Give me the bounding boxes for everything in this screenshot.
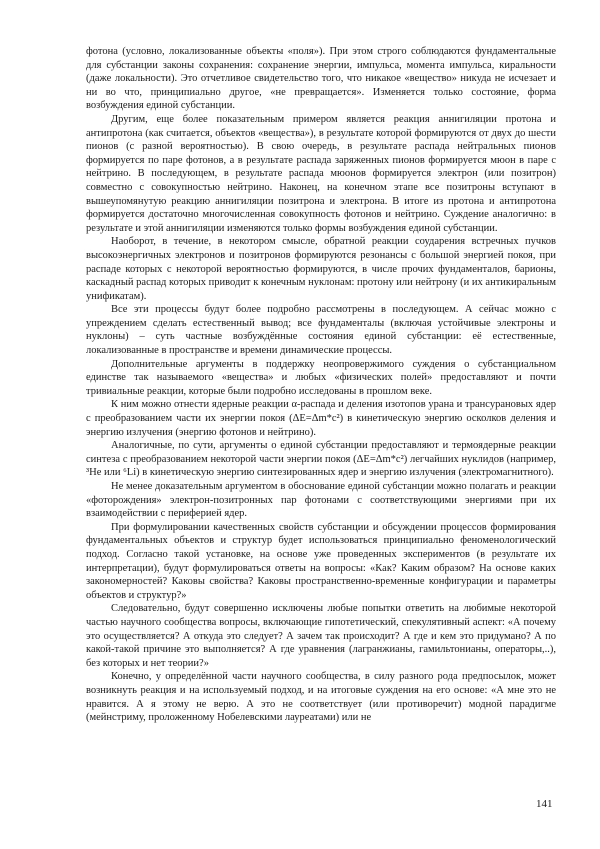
paragraph: фотона (условно, локализованные объекты «поля»). При этом строго соблюдаются фундаментальные для субстанции законы сохранения: сохранение энергии, импульса, момента импульса, киральности (даже локальности). Это отчетливое свидетельство того, что никакое «вещество» никуда не исчезает и ни во что, принципиально другое, «не превращается». Изменяется только состояние, форма возбуждения единой субстанции. (86, 46, 556, 112)
paragraph: При формулировании качественных свойств субстанции и обсуждении процессов формирования фундаментальных объектов и структур будет использоваться принципиально феноменологический подход. Согласно такой установке, на основе уже проведенных экспериментов (в результате их интерпретации), будут формулироваться ответы на вопросы: «Как? Каким образом? На основе каких закономерностей? Каковы свойства? Каковы пространственно-временные конфигурации и параметры объектов и структур?» (86, 521, 556, 601)
paragraph: Наоборот, в течение, в некотором смысле, обратной реакции соударения встречных пучков высокоэнергичных электронов и позитронов формируются резонансы с большой энергией покоя, при распаде которых с некоторой вероятностью формируются, в числе прочих фундаменталов, барионы, каскадный распад которых приводит к конечным нуклонам: протону или нейтрону (и их антикиральным унификатам). (86, 236, 556, 302)
paragraph: К ним можно отнести ядерные реакции α-распада и деления изотопов урана и трансурановых ядер с преобразованием части их энергии покоя (ΔE=Δm*c²) в кинетическую энергию осколков деления и энергию излучения (энергию фотонов и нейтрино). (86, 399, 556, 438)
page-number: 141 (536, 798, 553, 810)
paragraph: Все эти процессы будут более подробно рассмотрены в последующем. А сейчас можно с упреждением сделать естественный вывод; все фундаменталы (включая устойчивые электроны и нуклоны) – суть частные возбуждённые состояния единой субстанции: её естественные, локализованные в пространстве и времени динамические процессы. (86, 304, 556, 357)
paragraph: Аналогичные, по сути, аргументы о единой субстанции предоставляют и термоядерные реакции синтеза с преобразованием некоторой части энергии покоя (ΔE=Δm*c²) легчайших нуклидов (например, ³He или ⁶Li) в кинетическую энергию синтезированных ядер и энергию излучения (электромагнитного). (86, 440, 556, 479)
paragraph: Дополнительные аргументы в поддержку неопровержимого суждения о субстанциальном единстве так называемого «вещества» и любых «физических полей» предоставляют и почти тривиальные реакции, которые были подробно исследованы в прошлом веке. (86, 358, 556, 397)
body-text (86, 45, 556, 725)
paragraph: Другим, еще более показательным примером является реакция аннигиляции протона и антипротона (как считается, объектов «вещества»), в результате которой формируются от двух до шести пионов (с разной вероятностью). В свою очередь, в результате распада нейтральных пионов формируется по паре фотонов, а в результате распада заряженных пионов формируется мюон в паре с нейтрино. В последующем, в результате распада мюонов формируется электрон (или позитрон) совместно с совокупностью нейтрино. Наконец, на конечном этапе все позитроны вступают в вышеупомянутую реакцию аннигиляции позитрона и электрона. В итоге из протона и антипротона формируется достаточно многочисленная совокупность фотонов и нейтрино. Суждение аналогично: в результате и этой аннигиляции изменяются только формы возбуждения единой субстанции. (86, 113, 556, 234)
paragraph: Конечно, у определённой части научного сообщества, в силу разного рода предпосылок, может возникнуть реакция и на используемый подход, и на итоговые суждения на его основе: «А мне это не нравится. А я этому не верю. А это не соответствует (или противоречит) модной парадигме (мейнстриму, проложенному Нобелевскими лауреатами) или не (86, 671, 556, 724)
paragraph: Следовательно, будут совершенно исключены любые попытки ответить на любимые некоторой частью научного сообщества вопросы, включающие гипотетический, спекулятивный аспект: «А почему это осуществляется? А откуда это следует? А зачем так происходит? А где и кем это придумано? А по какой-такой причине это выполняется? А где уравнения (лагранжианы, гамильтонианы, операторы,..), без которых и нет теории?» (86, 603, 556, 669)
paragraph: Не менее доказательным аргументом в обоснование единой субстанции можно полагать и реакции «фоторождения» электрон-позитронных пар фотонами с соответствующими энергиями при их взаимодействии с периферией ядер. (86, 481, 556, 520)
